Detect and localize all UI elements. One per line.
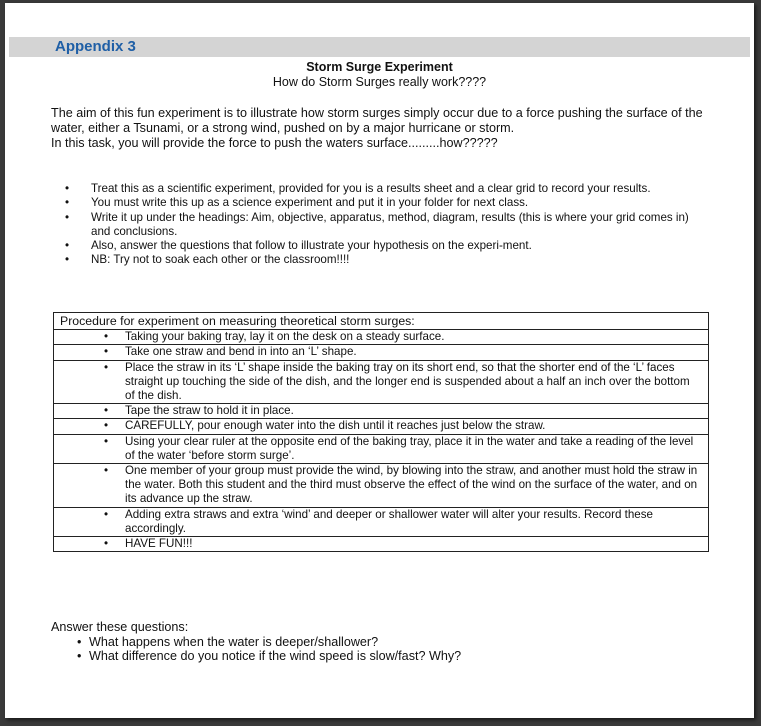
- procedure-step: [54, 360, 709, 404]
- procedure-step: [54, 330, 709, 345]
- list-item-text: Treat this as a scientific experiment, provided for you is a results sheet and a clear grid to record your results.: [91, 182, 651, 195]
- procedure-step-text: Take one straw and bend in into an ‘L’ shape.: [125, 345, 357, 359]
- bullet-icon: •: [104, 537, 109, 551]
- procedure-step: [54, 507, 709, 536]
- procedure-step: [54, 464, 709, 508]
- intro-section: [51, 106, 711, 150]
- bullet-icon: •: [104, 330, 109, 344]
- instruction-list: [61, 182, 701, 268]
- intro-paragraph-task: In this task, you will provide the force to push the waters surface.........how?????: [51, 135, 498, 150]
- procedure-table: [53, 312, 709, 552]
- experiment-subtitle: How do Storm Surges really work????: [272, 75, 487, 89]
- bullet-icon: •: [65, 182, 70, 195]
- procedure-step-text: One member of your group must provide the wind, by blowing into the straw, and another must hold the straw in the water. Both this student and the third must observe the effect of the wind on the surface of the water, and on its advance up the straw.: [125, 464, 698, 506]
- procedure-step-text: Tape the straw to hold it in place.: [125, 404, 294, 418]
- bullet-icon: •: [77, 634, 82, 649]
- document-page: [5, 3, 754, 718]
- procedure-step-text: Taking your baking tray, lay it on the desk on a steady surface.: [125, 330, 445, 344]
- question-text: What happens when the water is deeper/shallower?: [89, 634, 379, 649]
- bullet-icon: •: [104, 507, 109, 521]
- procedure-step: [54, 419, 709, 434]
- bullet-icon: •: [65, 253, 70, 267]
- procedure-step-text: CAREFULLY, pour enough water into the dish until it reaches just below the straw.: [125, 419, 546, 433]
- bullet-icon: •: [77, 649, 82, 664]
- table-row: [54, 419, 709, 434]
- bullet-icon: •: [65, 239, 70, 253]
- procedure-step: [54, 345, 709, 360]
- table-row: [54, 330, 709, 345]
- list-item: [51, 649, 711, 664]
- bullet-icon: •: [104, 360, 109, 374]
- experiment-title: Storm Surge Experiment: [306, 60, 453, 74]
- procedure-step: [54, 537, 709, 552]
- table-row: [54, 464, 709, 508]
- list-item: [51, 635, 711, 650]
- bullet-icon: •: [65, 210, 70, 224]
- bullet-icon: •: [65, 196, 70, 210]
- list-item: [61, 196, 701, 210]
- list-item: [61, 211, 701, 240]
- procedure-step: [54, 434, 709, 463]
- list-item: [61, 239, 701, 253]
- list-item-text: Write it up under the headings: Aim, objective, apparatus, method, diagram, results (this is where your grid comes in) and conclusions.: [91, 210, 689, 238]
- answer-section: [51, 620, 711, 664]
- answer-heading: Answer these questions:: [51, 620, 189, 634]
- list-item-text: Also, answer the questions that follow to illustrate your hypothesis on the experi-ment.: [91, 239, 532, 253]
- procedure-heading: Procedure for experiment on measuring theoretical storm surges:: [54, 313, 709, 330]
- procedure-step-text: Using your clear ruler at the opposite end of the baking tray, place it in the water and take a reading of the level of the water ‘before storm surge’.: [125, 434, 694, 462]
- procedure-step-text: HAVE FUN!!!: [125, 537, 193, 551]
- list-item-text: NB: Try not to soak each other or the classroom!!!!: [91, 253, 350, 267]
- table-row: [54, 345, 709, 360]
- bullet-icon: •: [104, 345, 109, 359]
- procedure-step-text: Place the straw in its ‘L’ shape inside the baking tray on its short end, so that the shorter end of the ‘L’ faces straight up touching the side of the dish, and the longer end is suspended about a half an inch over the bottom of the dish.: [125, 360, 690, 403]
- table-row: [54, 360, 709, 404]
- list-item: [61, 253, 701, 267]
- bullet-icon: •: [104, 434, 109, 448]
- question-text: What difference do you notice if the wind speed is slow/fast? Why?: [89, 649, 462, 664]
- intro-paragraph-aim: The aim of this fun experiment is to illustrate how storm surges simply occur due to a force pushing the surface of the water, either a Tsunami, or a strong wind, pushed on by a major hurricane or storm.: [51, 106, 703, 135]
- procedure-step: [54, 404, 709, 419]
- procedure-step-text: Adding extra straws and extra ‘wind’ and deeper or shallower water will alter your results. Record these accordingly.: [125, 507, 653, 535]
- bullet-icon: •: [104, 464, 109, 478]
- table-row: [54, 434, 709, 463]
- table-row: [54, 507, 709, 536]
- bullet-icon: •: [104, 419, 109, 433]
- table-row: [54, 313, 709, 330]
- question-list: [51, 635, 711, 664]
- bullet-icon: •: [104, 404, 109, 418]
- list-item-text: You must write this up as a science experiment and put it in your folder for next class.: [91, 196, 529, 210]
- appendix-title: Appendix 3: [55, 38, 136, 55]
- table-row: [54, 404, 709, 419]
- list-item: [61, 182, 701, 196]
- table-row: [54, 537, 709, 552]
- appendix-header-bar: [9, 37, 750, 57]
